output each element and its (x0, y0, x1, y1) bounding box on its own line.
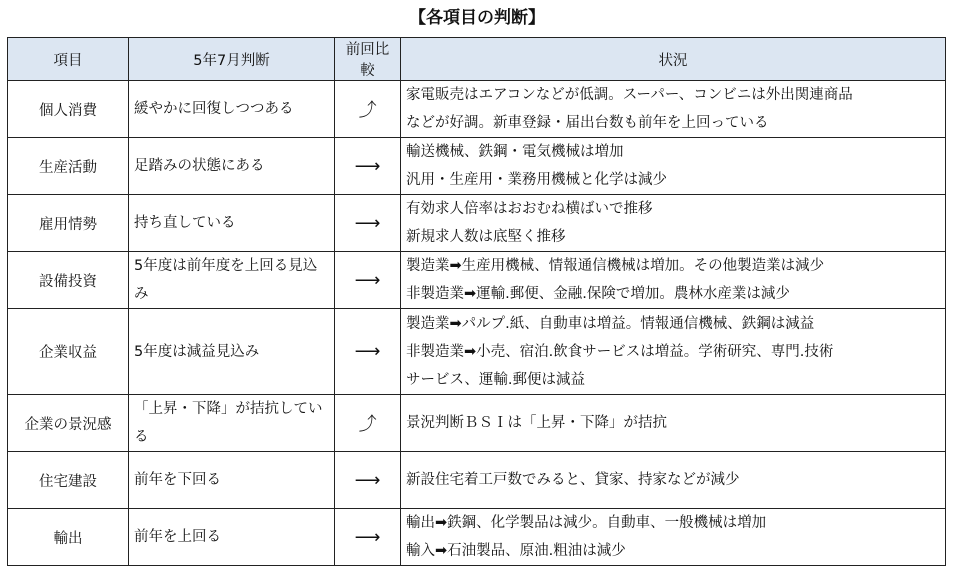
arrow-right-icon: ⟶ (335, 452, 401, 509)
row-status (401, 195, 946, 252)
status-line: サービス、運輸.郵便は減益 (406, 371, 586, 388)
row-status (401, 509, 946, 566)
header-row (8, 38, 946, 81)
row-judgment: 前年を上回る (129, 509, 335, 566)
table-row (8, 452, 946, 509)
status-line: などが好調。新車登録・届出台数も前年を上回っている (406, 115, 769, 131)
row-judgment: 緩やかに回復しつつある (129, 81, 335, 138)
table-row (8, 138, 946, 195)
table-row (8, 309, 946, 395)
status-line: 非製造業➡小売、宿泊.飲食サービスは増益。学術研究、専門.技術 (406, 343, 834, 360)
row-status (401, 309, 946, 395)
row-status (401, 252, 946, 309)
header-status: 状況 (401, 38, 946, 81)
row-item: 生産活動 (8, 138, 129, 195)
table-row (8, 395, 946, 452)
status-line: 輸入➡石油製品、原油.粗油は減少 (406, 543, 626, 559)
row-judgment: 足踏みの状態にある (129, 138, 335, 195)
status-line: 景況判断ＢＳＩは「上昇・下降」が拮抗 (406, 415, 667, 431)
header-comparison: 前回比較 (335, 38, 401, 81)
status-line: 輸出➡鉄鋼、化学製品は減少。自動車、一般機械は増加 (406, 515, 767, 531)
row-item: 企業の景況感 (8, 395, 129, 452)
row-judgment: 「上昇・下降」が拮抗している (129, 395, 335, 452)
status-line: 製造業➡生産用機械、情報通信機械は増加。その他製造業は減少 (406, 258, 825, 274)
arrow-right-icon: ⟶ (335, 252, 401, 309)
status-line: 新規求人数は底堅く推移 (406, 229, 566, 245)
header-item: 項目 (8, 38, 129, 81)
row-judgment: 前年を下回る (129, 452, 335, 509)
row-item: 雇用情勢 (8, 195, 129, 252)
arrow-up-icon: ⤴ (335, 395, 401, 452)
row-item: 設備投資 (8, 252, 129, 309)
status-line: 家電販売はエアコンなどが低調。スーパー、コンビニは外出関連商品 (406, 87, 853, 103)
status-line: 汎用・生産用・業務用機械と化学は減少 (406, 172, 667, 188)
status-line: 輸送機械、鉄鋼・電気機械は増加 (406, 144, 624, 160)
row-judgment: 持ち直している (129, 195, 335, 252)
status-line: 有効求人倍率はおおむね横ばいで推移 (406, 201, 653, 217)
arrow-right-icon: ⟶ (335, 309, 401, 395)
status-line: 製造業➡パルプ.紙、自動車は増益。情報通信機械、鉄鋼は減益 (406, 315, 815, 332)
header-judgment: 5年7月判断 (129, 38, 335, 81)
row-status (401, 452, 946, 509)
table-row (8, 252, 946, 309)
row-item: 住宅建設 (8, 452, 129, 509)
row-status (401, 81, 946, 138)
table-body (8, 81, 946, 566)
table-row (8, 81, 946, 138)
row-item: 個人消費 (8, 81, 129, 138)
page-title: 【各項目の判断】 (409, 8, 545, 28)
row-status (401, 138, 946, 195)
status-line: 新設住宅着工戸数でみると、貸家、持家などが減少 (406, 472, 740, 488)
row-status (401, 395, 946, 452)
status-line: 非製造業➡運輸.郵便、金融.保険で増加。農林水産業は減少 (406, 286, 790, 302)
row-judgment: 5年度は減益見込み (129, 309, 335, 395)
arrow-right-icon: ⟶ (335, 509, 401, 566)
row-judgment: 5年度は前年度を上回る見込み (129, 252, 335, 309)
row-item: 輸出 (8, 509, 129, 566)
row-item: 企業収益 (8, 309, 129, 395)
judgment-table (7, 37, 946, 566)
table-row (8, 195, 946, 252)
arrow-right-icon: ⟶ (335, 138, 401, 195)
table-row (8, 509, 946, 566)
arrow-right-icon: ⟶ (335, 195, 401, 252)
arrow-up-icon: ⤴ (335, 81, 401, 138)
